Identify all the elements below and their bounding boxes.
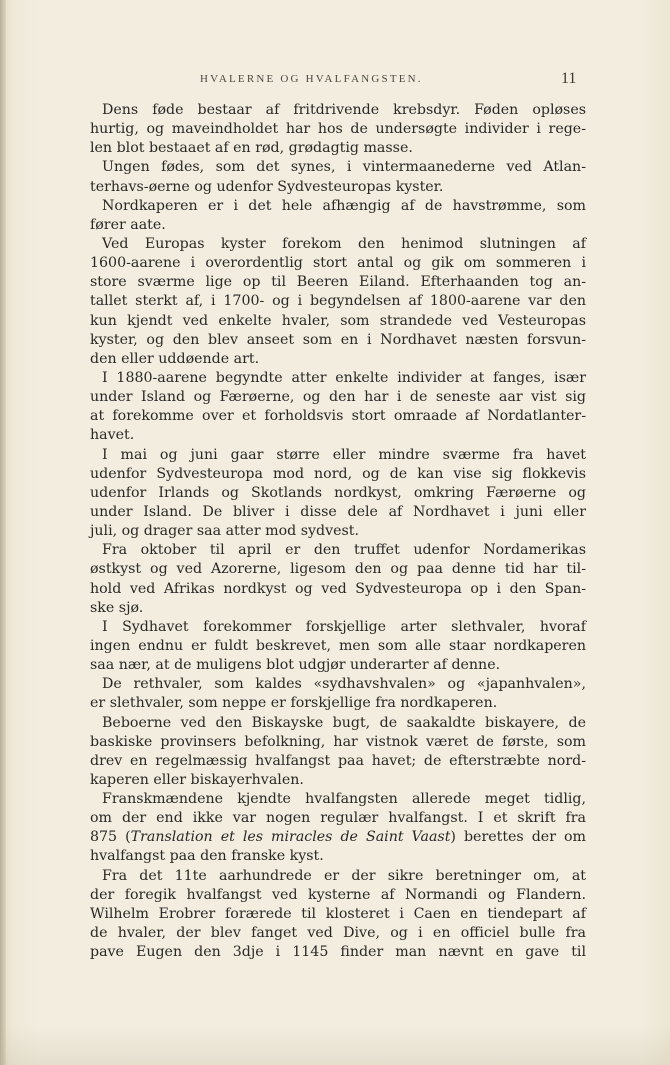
text-line: Beboerne ved den Biskayske bugt, de saakaldte biskayere, de (102, 714, 586, 731)
body-text (90, 101, 586, 962)
text-line: er slethvaler, som neppe er forskjellige fra nordkaperen. (90, 695, 498, 712)
text-line: Ved Europas kyster forekom den henimod slutningen af (102, 235, 586, 252)
text-line: de hvaler, der blev fanget ved Dive, og i en officiel bulle fra (90, 925, 586, 942)
text-line: at forekomme over et forholdsvis stort omraade af Nordatlanter- (90, 408, 586, 425)
text-line: den eller uddøende art. (90, 350, 260, 367)
text-line: kun kjendt ved enkelte hvaler, som strandede ved Vesteuropas (90, 312, 586, 329)
text-line: store sværme lige op til Beeren Eiland. Efterhaanden tog an- (90, 274, 586, 291)
text-line: ingen endnu er fuldt beskrevet, men som alle staar nordkaperen (90, 637, 586, 654)
text-line: østkyst og ved Azorerne, ligesom den og paa denne tid har til- (90, 561, 586, 578)
text-line: udenfor Irlands og Skotlands nordkyst, omkring Færøerne og (90, 484, 586, 501)
text-line: der foregik hvalfangst ved kysterne af Normandi og Flandern. (90, 886, 586, 903)
text-line: pave Eugen den 3dje i 1145 finder man nævnt en gave til (90, 944, 586, 961)
text-line: juli, og drager saa atter mod sydvest. (90, 523, 359, 540)
text-line: ske sjø. (90, 599, 144, 616)
text-line: tallet sterkt af, i 1700- og i begyndelsen af 1800-aarene var den (90, 293, 586, 310)
text-line: fører aate. (90, 216, 166, 233)
text-line: saa nær, at de muligens blot udgjør underarter af denne. (90, 657, 501, 674)
text-line: De rethvaler, som kaldes «sydhavshvalen» og «japanhvalen», (102, 676, 586, 693)
text-line: Fra det 11te aarhundrede er der sikre beretninger om, at (102, 867, 586, 884)
text-line: kaperen eller biskayerhvalen. (90, 771, 304, 788)
text-line: under Island og Færøerne, og den har i de seneste aar vist sig (90, 389, 586, 406)
text-line: Ungen fødes, som det synes, i vintermaanederne ved Atlan- (102, 159, 586, 176)
text-line: hurtig, og maveindholdet har hos de undersøgte individer i rege- (90, 121, 586, 138)
text-line: om der end ikke var nogen regulær hvalfangst. I et skrift fra (90, 810, 586, 827)
text-line: Wilhelm Erobrer forærede til klosteret i Caen en tiendepart af (90, 905, 586, 922)
italic-title: Translation et les miracles de Saint Vaast (130, 829, 451, 846)
page-edge-shadow (0, 0, 6, 1065)
text-line: Franskmændene kjendte hvalfangsten allerede meget tidlig, (102, 791, 586, 808)
text-line: hvalfangst paa den franske kyst. (90, 848, 324, 865)
text-line: I 1880-aarene begyndte atter enkelte individer at fanges, især (102, 369, 586, 386)
text-line: 875 (Translation et les miracles de Saint Vaast) berettes der om (90, 829, 587, 846)
text-line: I mai og juni gaar større eller mindre sværme fra havet (102, 446, 586, 463)
text-line: udenfor Sydvesteuropa mod nord, og de kan vise sig flokkevis (90, 465, 586, 482)
text-line: kyster, og den blev anseet som en i Nordhavet næsten forsvun- (90, 331, 586, 348)
text-line: Fra oktober til april er den truffet udenfor Nordamerikas (102, 542, 586, 559)
text-line: hold ved Afrikas nordkyst og ved Sydvesteuropa op i den Span- (90, 580, 586, 597)
text-line: Dens føde bestaar af fritdrivende krebsdyr. Føden opløses (102, 102, 586, 118)
text-line: terhavs-øerne og udenfor Sydvesteuropas kyster. (90, 178, 444, 195)
running-head: HVALERNE OG HVALFANGSTEN. (200, 73, 423, 85)
page-number: 11 (561, 70, 577, 87)
text-line: under Island. De bliver i disse dele af Nordhavet i juni eller (90, 503, 586, 520)
text-line: 1600-aarene i overordentlig stort antal og gik om sommeren i (90, 255, 586, 272)
text-line: baskiske provinsers befolkning, har vistnok været de første, som (90, 733, 586, 750)
text-line: drev en regelmæssig hvalfangst paa havet; de efterstræbte nord- (90, 752, 586, 769)
text-line: len blot bestaaet af en rød, grødagtig masse. (90, 140, 413, 157)
text-line: I Sydhavet forekommer forskjellige arter slethvaler, hvoraf (102, 618, 586, 635)
text-line: Nordkaperen er i det hele afhængig af de havstrømme, som (102, 197, 586, 214)
text-line: havet. (90, 427, 135, 444)
page-bottom-shading (0, 1025, 670, 1065)
